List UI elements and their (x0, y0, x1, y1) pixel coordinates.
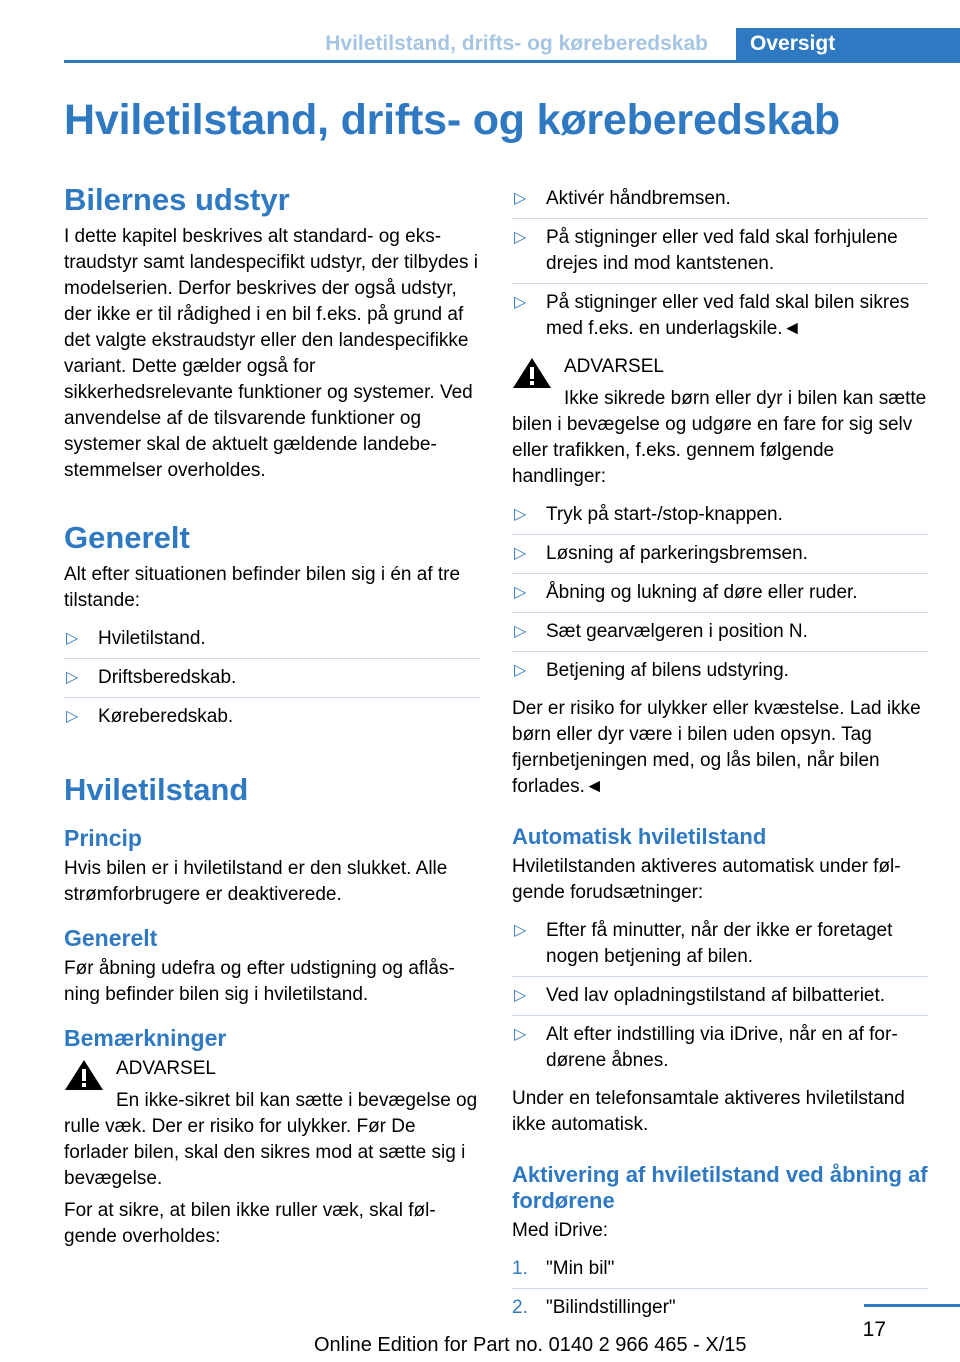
triangle-right-icon: ▷ (66, 669, 79, 686)
list-item: ▷ Åbning og lukning af døre eller ruder. (512, 574, 928, 613)
triangle-right-icon: ▷ (514, 506, 527, 523)
triangle-right-icon: ▷ (514, 294, 527, 311)
footer-rule (864, 1304, 960, 1307)
auto-conditions-list (512, 912, 928, 1080)
warning-block (64, 1056, 480, 1192)
principle-paragraph: Hvis bilen er i hviletilstand er den slukket. Alle strømforbrugere er deaktiverede. (64, 858, 448, 905)
step-number: 1. (512, 1258, 528, 1279)
triangle-right-icon: ▷ (514, 190, 527, 207)
activate-paragraph: Med iDrive: (512, 1220, 609, 1241)
step-number: 2. (512, 1297, 528, 1318)
running-header-tab: Oversigt (736, 28, 960, 60)
section-heading-general: Generelt (64, 520, 190, 555)
warning-text: Ikke sikrede børn eller dyr i bilen kan sætte bilen i bevægelse og udgøre en fare for sig selv eller trafikken, f.eks. gennem følgende handlinger: (512, 388, 927, 487)
danger-actions-list (512, 496, 928, 690)
list-item: ▷ Sæt gearvælgeren i position N. (512, 613, 928, 652)
list-item: ▷ På stigninger eller ved fald skal bilen sikres med f.eks. en underlagskile.◄ (514, 292, 910, 339)
running-header-title: Hviletilstand, drifts- og køreberedskab (325, 32, 708, 55)
footer-edition-text: Online Edition for Part no. 0140 2 966 465 - X/15 (314, 1334, 747, 1356)
list-item: ▷ Driftsberedskab. (64, 659, 480, 698)
subheading-general: Generelt (64, 925, 158, 951)
list-item: ▷ Løsning af parkeringsbremsen. (512, 535, 928, 574)
page-number: 17 (862, 1318, 886, 1341)
equipment-paragraph: I dette kapitel beskrives alt standard- og ekstraudstyr samt landespecifikt udstyr, der tilbydes i modelserien. Derfor beskrives der også udstyr, der ikke er til rådighed i en bil f.eks. på grund af det valgte ekstraudstyr eller den landespecifikke variant. Dette gælder også for sikkerhedsrelevante funktioner og systemer. Ved anvendelse af de tilsvarende funktioner og systemer skal de aktuelt gældende landebestemmelser overholdes. (64, 226, 478, 481)
list-item: ▷ Alt efter indstilling via iDrive, når en af fordørene åbnes. (514, 1024, 898, 1071)
triangle-right-icon: ▷ (514, 922, 527, 939)
list-item: ▷ Køreberedskab. (64, 698, 480, 736)
auto-paragraph: Hviletilstanden aktiveres automatisk under følgende forudsætninger: (512, 856, 901, 903)
subheading-notes: Bemærkninger (64, 1025, 227, 1051)
secure-list (512, 180, 928, 348)
general-standby-paragraph: Før åbning udefra og efter udstigning og aflåsning befinder bilen sig i hviletilstand. (64, 958, 455, 1005)
warning-block-children (512, 354, 928, 490)
warning-text: En ikke-sikret bil kan sætte i bevægelse og rulle væk. Der er risiko for ulykker. Før De forlader bilen, skal den sikres mod at sætte sig i bevægelse. (64, 1090, 478, 1189)
warning-label: ADVARSEL (564, 356, 664, 377)
triangle-right-icon: ▷ (66, 630, 79, 647)
warning-triangle-icon (512, 356, 552, 390)
general-paragraph: Alt efter situationen befinder bilen sig i én af tre tilstande: (64, 564, 461, 611)
list-item: ▷ Aktivér håndbremsen. (512, 180, 928, 219)
section-heading-standby: Hviletilstand (64, 772, 249, 807)
list-item: ▷ Ved lav opladningstilstand af bilbatteriet. (512, 977, 928, 1016)
list-item: 1. "Min bil" (512, 1250, 928, 1289)
triangle-right-icon: ▷ (514, 1026, 527, 1043)
steps-list (512, 1250, 928, 1327)
right-column (512, 182, 928, 1327)
subheading-principle: Princip (64, 825, 142, 851)
list-item: ▷ Betjening af bilens udstyring. (512, 652, 928, 690)
triangle-right-icon: ▷ (514, 229, 527, 246)
warning-label: ADVARSEL (116, 1058, 216, 1079)
list-item: ▷ På stigninger eller ved fald skal forhjulene drejes ind mod kantstenen. (512, 219, 928, 284)
list-item: ▷ Tryk på start-/stop-knappen. (512, 496, 928, 535)
triangle-right-icon: ▷ (66, 708, 79, 725)
subheading-activate-standby: Aktivering af hviletilstand ved åbning af fordørene (512, 1162, 928, 1213)
subheading-auto-standby: Automatisk hviletilstand (512, 824, 767, 849)
list-item: 2. "Bilindstillinger" (512, 1289, 928, 1327)
list-item: ▷ Hviletilstand. (64, 620, 480, 659)
page-title: Hviletilstand, drifts- og køreberedskab (64, 96, 840, 144)
auto-after-paragraph: Under en telefonsamtale aktiveres hviletilstand ikke automatisk. (512, 1088, 905, 1135)
list-item: ▷ Efter få minutter, når der ikke er foretaget nogen betjening af bilen. (512, 912, 928, 977)
left-column (64, 182, 480, 1256)
section-heading-equipment: Bilernes udstyr (64, 182, 290, 217)
header-rule (64, 60, 960, 63)
running-header (64, 28, 960, 60)
warning-after-paragraph: Der er risiko for ulykker eller kvæstelse. Lad ikke børn eller dyr være i bilen uden opsyn. Tag fjernbetjeningen med, og lås bilen, når bilen forlades.◄ (512, 698, 921, 797)
triangle-right-icon: ▷ (514, 584, 527, 601)
warning-triangle-icon (64, 1058, 104, 1092)
triangle-right-icon: ▷ (514, 545, 527, 562)
secure-paragraph: For at sikre, at bilen ikke ruller væk, skal følgende overholdes: (64, 1200, 436, 1247)
triangle-right-icon: ▷ (514, 623, 527, 640)
triangle-right-icon: ▷ (514, 662, 527, 679)
states-list (64, 620, 480, 736)
triangle-right-icon: ▷ (514, 987, 527, 1004)
